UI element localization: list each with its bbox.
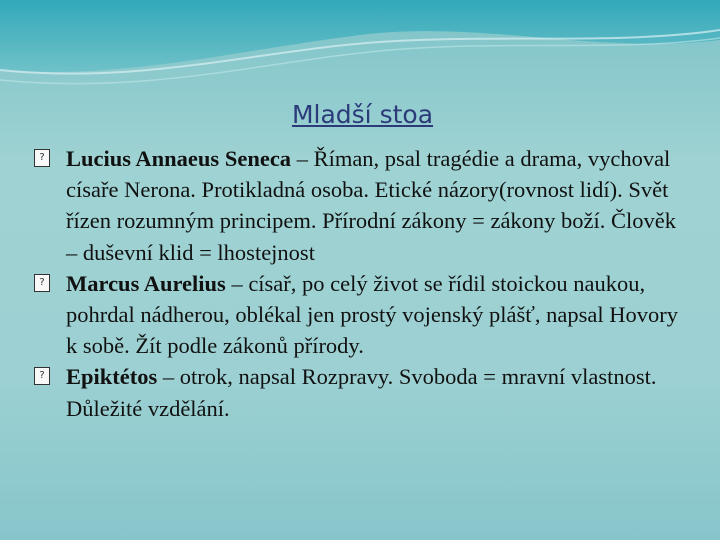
missing-glyph-box-icon: ? [34,367,50,385]
missing-glyph-box-icon: ? [34,149,50,167]
list-item [34,268,684,362]
item-name: Marcus Aurelius [66,270,226,296]
item-text: – Říman, psal tragédie a drama, vychoval císaře Nerona. Protikladná osoba. Etické názory(rovnost lidí). Svět řízen rozumným principem. Přírodní zákony = zákony boží. Člověk – duševní klid = lhostejnost [66,146,677,265]
slide-title: Mladší stoa [291,100,434,129]
list-item [34,143,684,268]
missing-glyph-box-icon: ? [34,274,50,292]
item-name: Epiktétos [66,364,158,390]
decorative-top-wave [0,0,720,110]
item-text: – otrok, napsal Rozpravy. Svoboda = mravní vlastnost. Důležité vzdělání. [66,364,657,421]
list-item [34,361,684,423]
item-name: Lucius Annaeus Seneca [66,146,292,171]
item-text: – císař, po celý život se řídil stoickou naukou, pohrdal nádherou, oblékal jen prostý vojenský plášť, napsal Hovory k sobě. Žít podle zákonů přírody. [66,270,678,359]
slide-body [34,143,684,424]
